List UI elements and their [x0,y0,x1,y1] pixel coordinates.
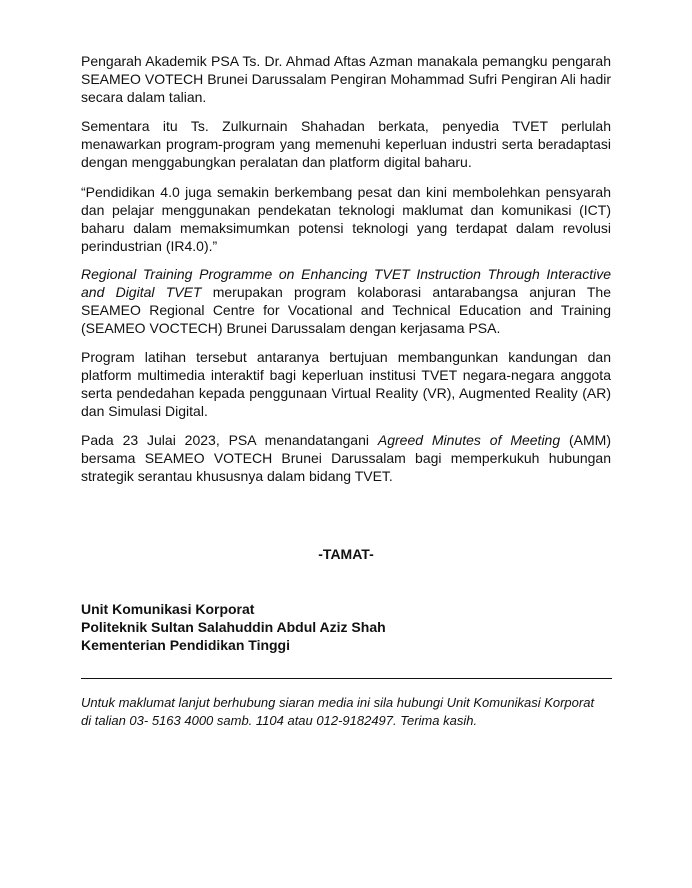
paragraph-academic-director: Pengarah Akademik PSA Ts. Dr. Ahmad Aftas Azman manakala pemangku pengarah SEAMEO VOTECH Brunei Darussalam Pengiran Mohammad Sufri Pengiran Ali hadir secara dalam talian. [81,53,611,105]
end-marker: -TAMAT- [318,546,374,562]
amm-text-before: Pada 23 Julai 2023, PSA menandatangani [81,432,378,448]
signature-ministry: Kementerian Pendidikan Tinggi [81,637,291,653]
footer-line-2: di talian 03- 5163 4000 samb. 1104 atau 012-9182497. Terima kasih. [81,713,478,728]
signature-block [81,600,386,654]
signature-institution: Politeknik Sultan Salahuddin Abdul Aziz Shah [81,619,386,635]
programme-title: Regional Training Programme on Enhancing TVET Instruction Through Interactive and Digital TVET [81,266,611,300]
programme-description: merupakan program kolaborasi antarabangsa anjuran The SEAMEO Regional Centre for Vocational and Technical Education and Training (SEAMEO VOCTECH) Brunei Darussalam dengan kerjasama PSA. [81,284,611,336]
amm-title: Agreed Minutes of Meeting [377,432,561,448]
footer-divider [81,678,612,679]
paragraph-programme-goals: Program latihan tersebut antaranya bertujuan membangunkan kandungan dan platform multimedia interaktif bagi keperluan institusi TVET negara-negara anggota serta pendedahan kepada penggunaan Virtual Reality (VR), Augmented Reality (AR) dan Simulasi Digital. [81,349,611,419]
signature-unit: Unit Komunikasi Korporat [81,601,255,617]
footer-contact-note [81,694,612,730]
paragraph-quote-education-4: “Pendidikan 4.0 juga semakin berkembang pesat dan kini membolehkan pensyarah dan pelajar menggunakan pendekatan teknologi maklumat dan komunikasi (ICT) baharu dalam memaksimumkan potensi teknologi yang terdapat dalam revolusi perindustrian (IR4.0).” [81,184,611,254]
paragraph-zulkurnain-statement: Sementara itu Ts. Zulkurnain Shahadan berkata, penyedia TVET perlulah menawarkan program-program yang memenuhi keperluan industri serta beradaptasi dengan menggabungkan peralatan dan platform digital baharu. [81,118,611,170]
footer-line-1: Untuk maklumat lanjut berhubung siaran media ini sila hubungi Unit Komunikasi Korporat [81,695,595,710]
paragraph-amm-signing [81,431,611,485]
amm-text-after: (AMM) bersama SEAMEO VOTECH Brunei Darussalam bagi memperkukuh hubungan strategik serantau khususnya dalam bidang TVET. [81,432,611,484]
paragraph-training-programme [81,265,611,337]
